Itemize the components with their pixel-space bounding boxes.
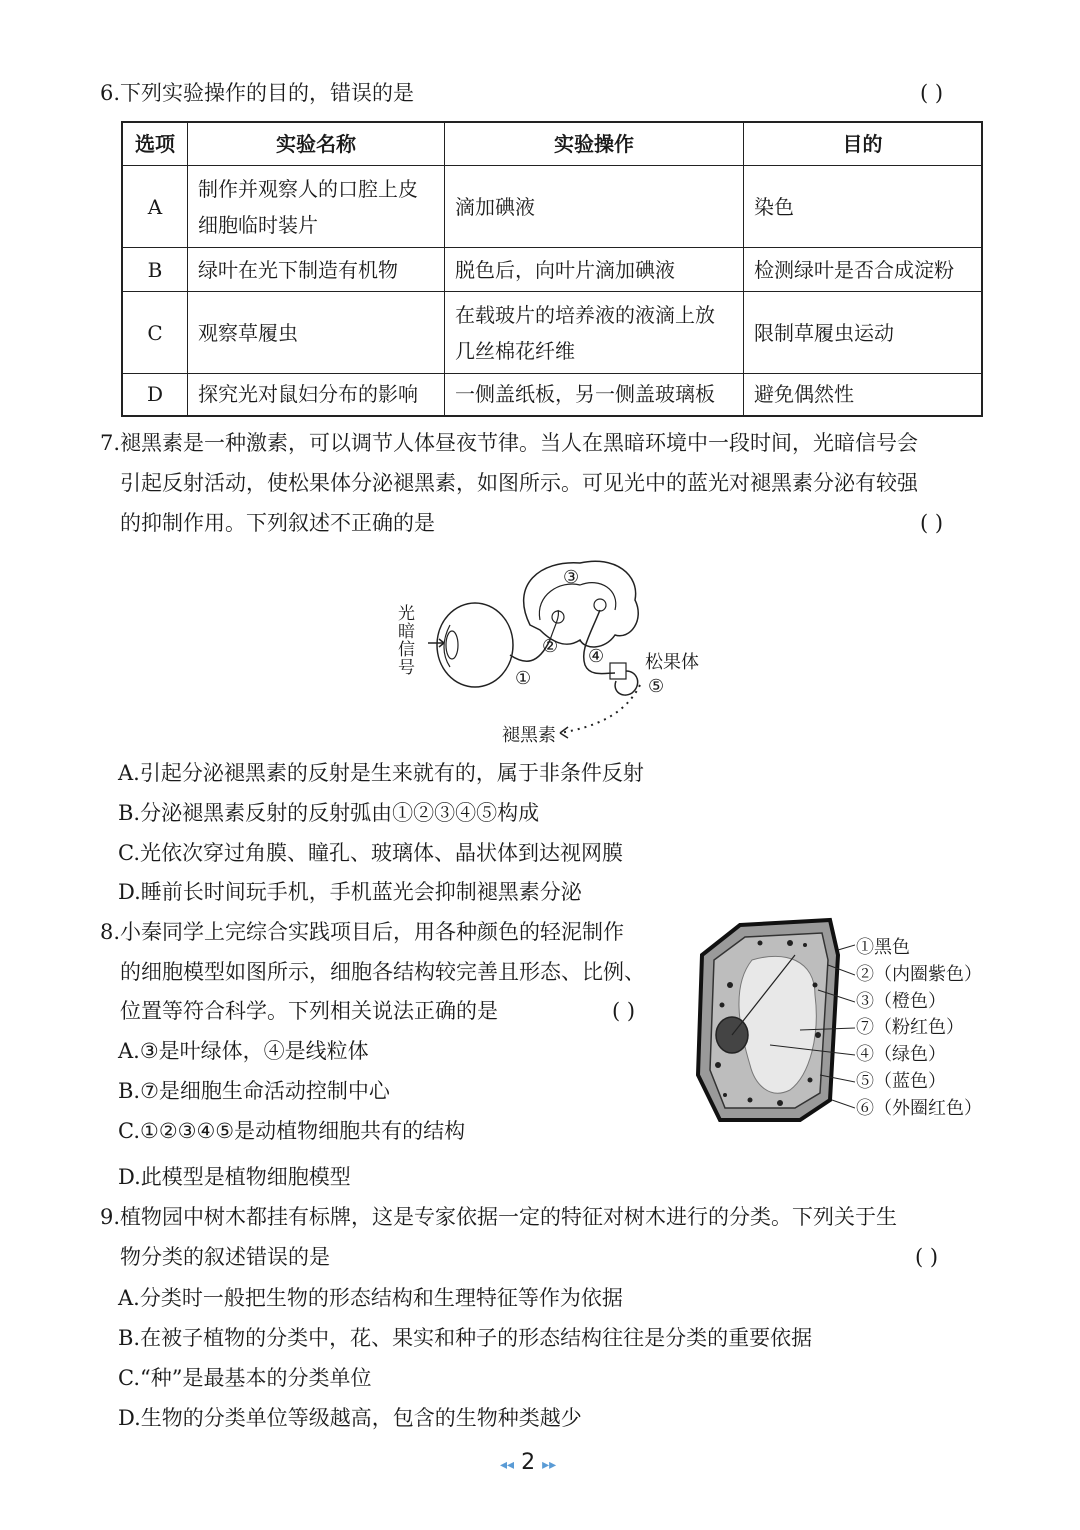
- page-number-footer: [500, 1450, 556, 1475]
- q6-row-option: D: [122, 374, 188, 416]
- q7-option-a: A.引起分泌褪黑素的反射是生来就有的，属于非条件反射: [118, 761, 644, 785]
- q7-pineal-label: 松果体: [645, 652, 699, 673]
- q8-label-5: ⑤（蓝色）: [856, 1071, 946, 1092]
- q7-label-4: ④: [588, 646, 605, 667]
- q7-label-5: ⑤: [648, 676, 665, 697]
- q6-row-option: B: [122, 248, 188, 292]
- q8-label-1: ①黑色: [856, 937, 910, 958]
- q6-header-option: 选项: [122, 122, 188, 166]
- q8-option-b: B.⑦是细胞生命活动控制中心: [118, 1079, 390, 1103]
- table-row: [122, 166, 982, 248]
- melatonin-arrow: [560, 685, 640, 733]
- q8-option-d: D.此模型是植物细胞模型: [118, 1165, 351, 1189]
- q9-option-a: A.分类时一般把生物的形态结构和生理特征等作为依据: [118, 1286, 623, 1310]
- q8-option-c: C.①②③④⑤是动植物细胞共有的结构: [118, 1119, 466, 1143]
- q7-label-2: ②: [542, 636, 559, 657]
- q8-label-3: ③（橙色）: [856, 991, 946, 1012]
- q8-label-7: ⑦（粉红色）: [856, 1017, 964, 1038]
- q7-option-b: B.分泌褪黑素反射的反射弧由①②③④⑤构成: [118, 801, 540, 825]
- table-row: [122, 248, 982, 292]
- eye-icon: [437, 603, 513, 687]
- q7-option-d: D.睡前长时间玩手机，手机蓝光会抑制褪黑素分泌: [118, 880, 582, 904]
- q9-stem-line2: 物分类的叙述错误的是: [120, 1245, 330, 1269]
- q8-label-4: ④（绿色）: [856, 1044, 946, 1065]
- next-arrow-icon: ▸▸: [542, 1457, 557, 1473]
- q7-melatonin-label: 褪黑素: [502, 725, 556, 746]
- q6-row-goal: 限制草履虫运动: [744, 292, 983, 374]
- q6-row-operation: 一侧盖纸板，另一侧盖玻璃板: [445, 374, 744, 416]
- q8-label-2: ②（内圈紫色）: [856, 964, 982, 985]
- q6-row-goal: 染色: [744, 166, 983, 248]
- q8-stem-line3: 位置等符合科学。下列相关说法正确的是: [120, 999, 498, 1023]
- q6-table: [121, 121, 983, 417]
- q6-row-operation: 脱色后，向叶片滴加碘液: [445, 248, 744, 292]
- q9-option-d: D.生物的分类单位等级越高，包含的生物种类越少: [118, 1406, 582, 1430]
- q8-option-a: A.③是叶绿体，④是线粒体: [118, 1039, 369, 1063]
- q6-header-operation: 实验操作: [445, 122, 744, 166]
- q6-row-operation: 滴加碘液: [445, 166, 744, 248]
- table-row: [122, 374, 982, 416]
- page-number: 2: [521, 1450, 536, 1475]
- q6-row-goal: 避免偶然性: [744, 374, 983, 416]
- q6-header-name: 实验名称: [188, 122, 445, 166]
- q6-stem: 6.下列实验操作的目的，错误的是: [100, 81, 415, 105]
- q8-label-6: ⑥（外圈红色）: [856, 1098, 982, 1119]
- q6-answer-paren: ( ): [920, 81, 944, 105]
- q7-stem-line1: 7.褪黑素是一种激素，可以调节人体昼夜节律。当人在黑暗环境中一段时间，光暗信号会: [100, 431, 919, 455]
- q8-answer-paren: ( ): [612, 999, 636, 1023]
- q7-stem-line2: 引起反射活动，使松果体分泌褪黑素，如图所示。可见光中的蓝光对褪黑素分泌有较强: [120, 471, 918, 495]
- q6-row-name: 制作并观察人的口腔上皮细胞临时装片: [188, 166, 445, 248]
- q6-header-row: [122, 122, 982, 166]
- prev-arrow-icon: ◂◂: [500, 1457, 515, 1473]
- q7-label-3: ③: [563, 567, 580, 588]
- q8-stem-line2: 的细胞模型如图所示，细胞各结构较完善且形态、比例、: [120, 960, 645, 984]
- q8-cell-model: [690, 915, 855, 1130]
- q7-stem-line3: 的抑制作用。下列叙述不正确的是: [120, 511, 435, 535]
- q6-row-option: C: [122, 292, 188, 374]
- table-row: [122, 292, 982, 374]
- q7-label-1: ①: [515, 668, 532, 689]
- q8-stem-line1: 8.小秦同学上完综合实践项目后，用各种颜色的轻泥制作: [100, 920, 625, 944]
- q9-answer-paren: ( ): [915, 1245, 939, 1269]
- q7-option-c: C.光依次穿过角膜、瞳孔、玻璃体、晶状体到达视网膜: [118, 841, 623, 865]
- q6-row-name: 观察草履虫: [188, 292, 445, 374]
- q6-row-operation: 在载玻片的培养液的液滴上放几丝棉花纤维: [445, 292, 744, 374]
- q6-row-goal: 检测绿叶是否合成淀粉: [744, 248, 983, 292]
- q7-answer-paren: ( ): [920, 511, 944, 535]
- q6-row-name: 绿叶在光下制造有机物: [188, 248, 445, 292]
- q6-row-name: 探究光对鼠妇分布的影响: [188, 374, 445, 416]
- q9-stem-line1: 9.植物园中树木都挂有标牌，这是专家依据一定的特征对树木进行的分类。下列关于生: [100, 1205, 898, 1229]
- q9-option-b: B.在被子植物的分类中，花、果实和种子的形态结构往往是分类的重要依据: [118, 1326, 813, 1350]
- q6-row-option: A: [122, 166, 188, 248]
- q7-signal-label: 光 暗 信 号: [398, 604, 415, 678]
- q9-option-c: C.“种”是最基本的分类单位: [118, 1366, 372, 1390]
- q6-header-goal: 目的: [744, 122, 983, 166]
